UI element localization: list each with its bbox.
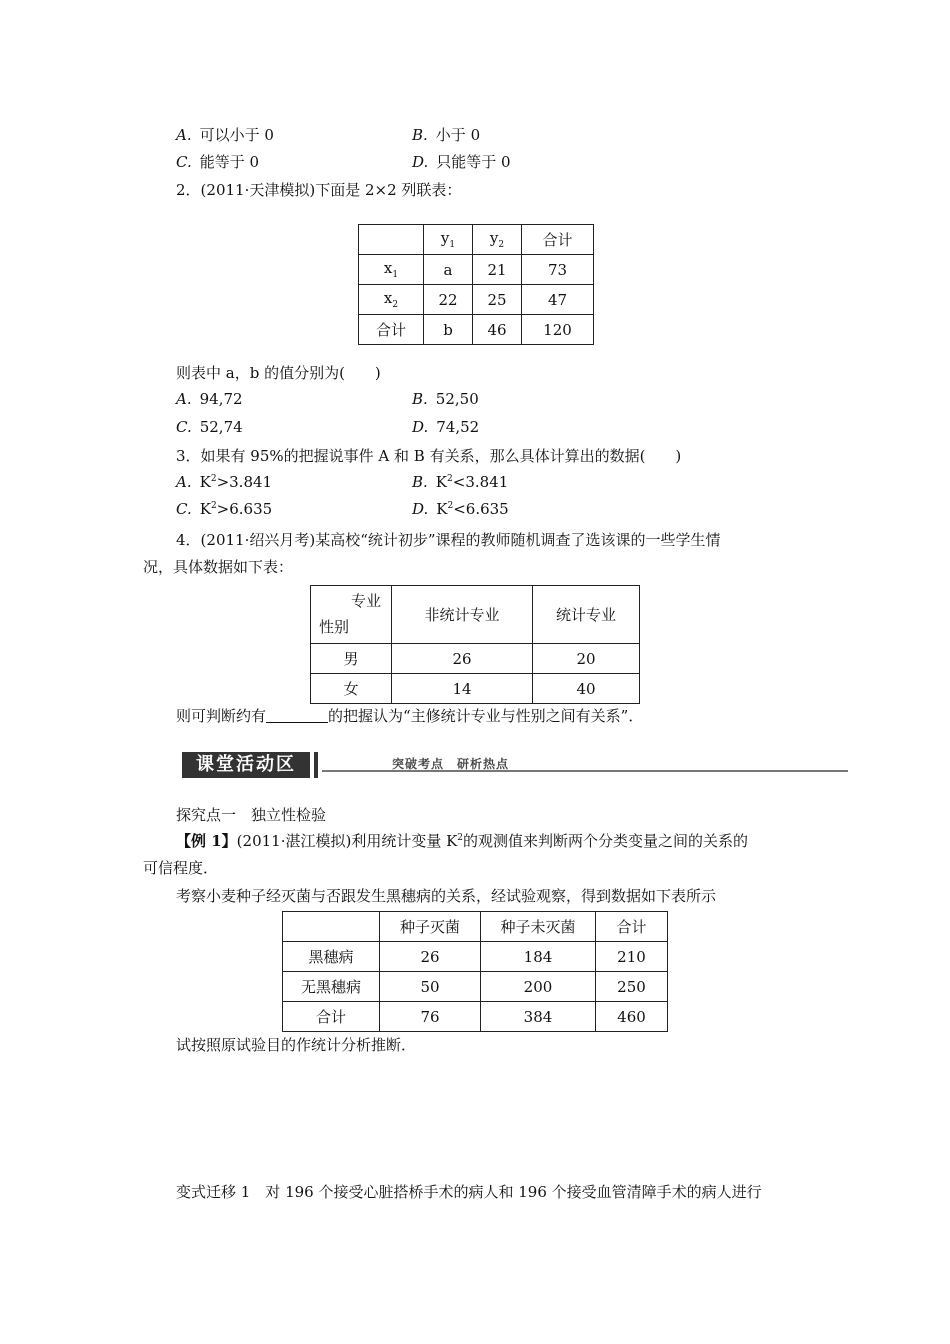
table-cell: 184 [481,942,596,972]
table-cell: 非统计专业 [392,586,533,644]
q4-stem-line1: 4．(2011·绍兴月考)某高校“统计初步”课程的教师随机调查了选该课的一些学生情 [176,531,721,549]
q4-conclusion: 则可判断约有 的把握认为“主修统计专业与性别之间有关系”． [176,707,644,725]
q3-stem: 3．如果有 95%的把握说事件 A 和 B 有关系，那么具体计算出的数据( ) [176,447,682,465]
table-cell: 50 [380,972,481,1002]
table-cell: 合计 [522,225,594,255]
example-intro: 考察小麦种子经灭菌与否跟发生黑穗病的关系，经试验观察，得到数据如下表所示 [176,887,717,905]
table-cell: 460 [596,1002,668,1032]
q3-option-c: C. $K^2>6.635$ [176,500,273,518]
table-cell: 120 [522,315,594,345]
table-cell: 26 [392,644,533,674]
table-cell: 21 [473,255,522,285]
variant-exercise: 变式迁移 1 对 196 个接受心脏搭桥手术的病人和 196 个接受血管清障手术的病人进行 [176,1183,762,1201]
example-1-line2: 可信程度． [143,859,219,877]
table-cell: 26 [380,942,481,972]
q4-table [310,585,640,704]
table-cell: 合计 [359,315,424,345]
table-cell [359,225,424,255]
table-cell: 250 [596,972,668,1002]
q2-contingency-table [358,224,594,345]
section-heading: 探究点一 独立性检验 [176,806,327,824]
q2-option-c: C. 52,74 [176,418,243,436]
q1-option-c: C. 能等于 0 [176,153,260,171]
q2-option-d: D. 74,52 [412,418,480,436]
table-cell [283,912,380,942]
table-cell: 76 [380,1002,481,1032]
table-cell: 384 [481,1002,596,1032]
section-banner-title: 课堂活动区 [182,752,310,778]
table-cell: 46 [473,315,522,345]
section-banner-subtitle: 突破考点 研析热点 [392,757,510,771]
table-cell: 女 [311,674,392,704]
q1-option-a: A. 可以小于 0 [176,126,274,144]
table-cell: $y_2$ [473,225,522,255]
q3-option-a: A. $K^2>3.841$ [176,473,273,491]
table-cell: b [424,315,473,345]
table-cell: $x_2$ [359,285,424,315]
table-cell: 黑穗病 [283,942,380,972]
q3-option-d: D. $K^2<6.635$ [412,500,509,518]
table-cell: 14 [392,674,533,704]
table-cell: 合计 [596,912,668,942]
table-cell: 47 [522,285,594,315]
table-cell: 25 [473,285,522,315]
table-cell: 男 [311,644,392,674]
table-cell: a [424,255,473,285]
q3-option-b: B. $K^2<3.841$ [412,473,509,491]
table-cell: 种子灭菌 [380,912,481,942]
table-cell: $x_1$ [359,255,424,285]
table-cell: 40 [533,674,640,704]
q2-ask: 则表中 a，b 的值分别为( ) [176,364,381,382]
table-cell: 种子未灭菌 [481,912,596,942]
table-cell: 无黑穗病 [283,972,380,1002]
table-cell: $y_1$ [424,225,473,255]
table-corner-cell: 专业 性别 [311,586,392,644]
table-cell: 20 [533,644,640,674]
banner-divider [314,752,318,778]
q2-stem: 2．(2011·天津模拟)下面是 2×2 列联表： [176,181,462,199]
table-cell: 合计 [283,1002,380,1032]
table-cell: 22 [424,285,473,315]
answer-blank[interactable] [266,708,328,723]
example-1: 【例 1】(2011·湛江模拟)利用统计变量 $K^2$的观测值来判断两个分类变量之间的关系的 [176,832,749,850]
table-cell: 200 [481,972,596,1002]
example-table [282,911,668,1032]
example-task: 试按照原试验目的作统计分析推断． [176,1036,417,1054]
q1-option-d: D. 只能等于 0 [412,153,511,171]
q2-option-a: A. 94,72 [176,390,243,408]
table-cell: 统计专业 [533,586,640,644]
q2-option-b: B. 52,50 [412,390,479,408]
q1-option-b: B. 小于 0 [412,126,481,144]
table-cell: 73 [522,255,594,285]
table-cell: 210 [596,942,668,972]
q4-stem-line2: 况，具体数据如下表： [143,558,294,576]
